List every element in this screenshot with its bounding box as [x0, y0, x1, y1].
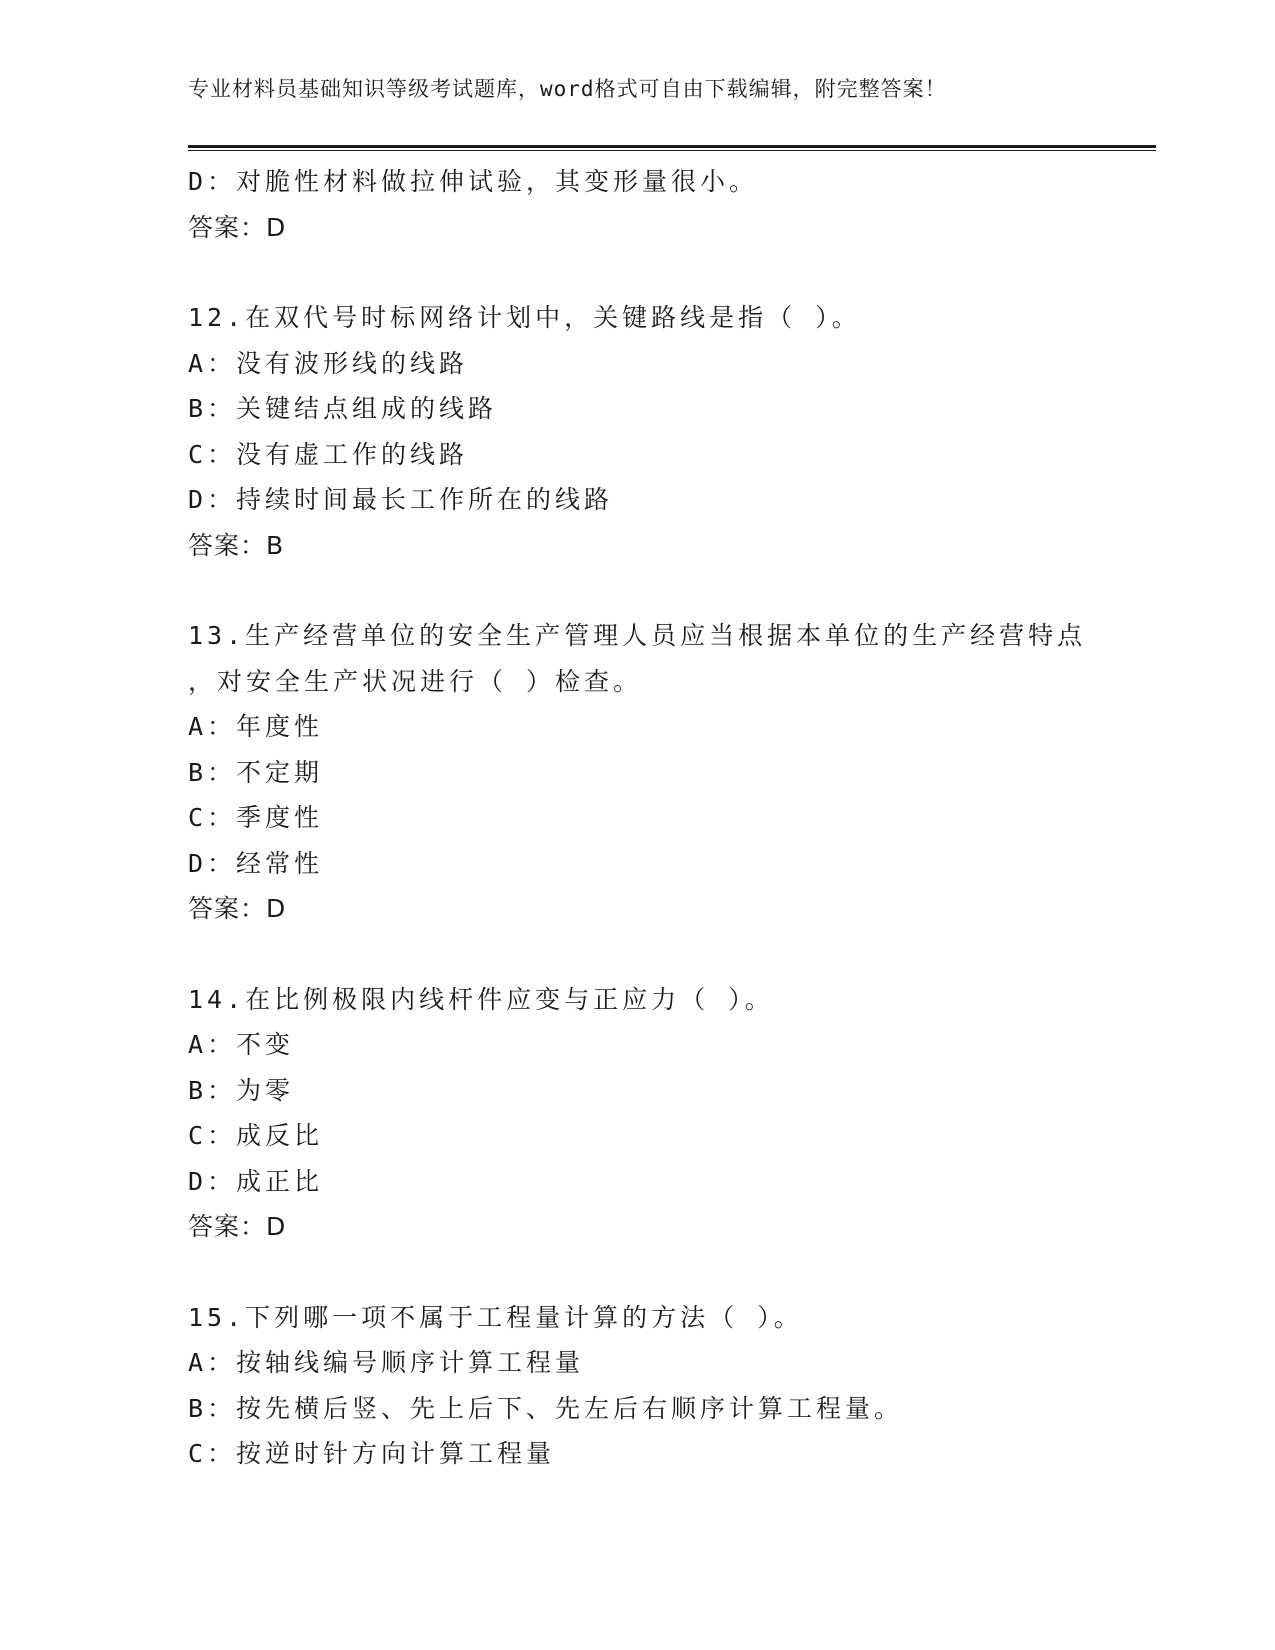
option-line: C：按逆时针方向计算工程量: [188, 1439, 556, 1468]
answer-line: 答案：D: [188, 894, 287, 923]
answer-line: 答案：D: [188, 212, 287, 242]
option-line: B：按先横后竖、先上后下、先左后右顺序计算工程量。: [188, 1393, 904, 1423]
option-line: B：不定期: [188, 757, 324, 787]
option-line: A：不变: [188, 1030, 295, 1059]
option-line: A：没有波形线的线路: [188, 348, 469, 378]
option-line: A：年度性: [188, 712, 324, 741]
option-line: D：经常性: [188, 848, 324, 878]
option-line: A：按轴线编号顺序计算工程量: [188, 1348, 585, 1377]
header-rule-thick: [188, 145, 1156, 148]
option-line: B：关键结点组成的线路: [188, 394, 498, 423]
spacer: [188, 932, 1148, 977]
page-header: 专业材料员基础知识等级考试题库，word格式可自由下载编辑，附完整答案！: [188, 77, 947, 101]
header-rule-thin: [188, 150, 1156, 151]
option-line: C：没有虚工作的线路: [188, 439, 469, 469]
question-stem: 15.下列哪一项不属于工程量计算的方法（ ）。: [188, 1302, 803, 1332]
option-line: D：对脆性材料做拉伸试验，其变形量很小。: [188, 167, 759, 196]
question-stem: 12.在双代号时标网络计划中，关键路线是指（ ）。: [188, 303, 861, 332]
spacer: [188, 1250, 1148, 1295]
option-line: D：持续时间最长工作所在的线路: [188, 485, 614, 514]
spacer: [188, 250, 1148, 295]
question-stem: 14.在比例极限内线杆件应变与正应力（ ）。: [188, 984, 774, 1014]
question-stem-continued: ，对安全生产状况进行（ ）检查。: [188, 666, 643, 696]
answer-line: 答案：D: [188, 1212, 287, 1241]
option-line: C：成反比: [188, 1121, 324, 1150]
option-line: C：季度性: [188, 803, 324, 832]
question-list: [188, 159, 1148, 1477]
option-line: D：成正比: [188, 1166, 324, 1196]
option-line: B：为零: [188, 1075, 295, 1105]
answer-line: 答案：B: [188, 530, 285, 560]
spacer: [188, 568, 1148, 613]
question-stem: 13.生产经营单位的安全生产管理人员应当根据本单位的生产经营特点: [188, 621, 1087, 650]
